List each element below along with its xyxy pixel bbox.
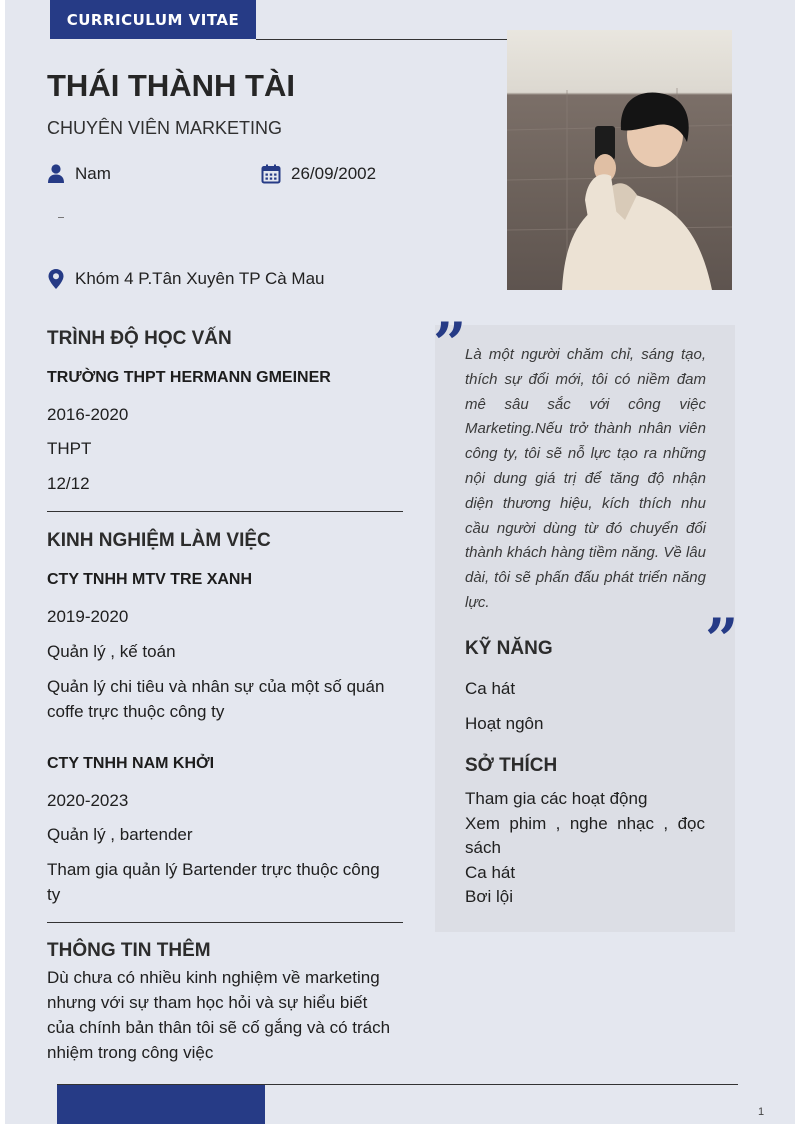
job-role: Quản lý , kế toán [47,642,176,661]
section-divider [47,511,403,512]
candidate-name: THÁI THÀNH TÀI [47,68,295,103]
job-role: Quản lý , bartender [47,825,193,844]
birthdate-value: 26/09/2002 [291,164,377,183]
page-number: 1 [758,1106,765,1118]
person-icon [47,164,65,184]
cv-banner: CURRICULUM VITAE [50,0,256,39]
hobbies-list [465,787,705,910]
job-company: CTY TNHH MTV TRE XANH [47,571,253,588]
career-summary: Là một người chăm chỉ, sáng tạo, thích sự đổi mới, tôi có niềm đam mê sâu sắc với công việc Marketing.Nếu trở thành nhân viên công ty, tôi sẽ nỗ lực tạo ra những nội dung giá trị để tăng độ nhận diện thương hiệu, kích thích nhu cầu người dùng từ đó chuyển đổi thành khách hàng tiềm năng. Về lâu dài, tôi sẽ phấn đấu phát triển năng lực. [465,346,706,611]
hobby-item: Xem phim , nghe nhạc , đọc sách [465,813,705,857]
skills-title: KỸ NĂNG [465,638,553,659]
job-years: 2020-2023 [47,791,129,810]
skill-item: Ca hát [465,679,516,698]
additional-info-text: Dù chưa có nhiều kinh nghiệm về marketing nhưng với sự tham học hỏi và sự hiểu biết của chính bản thân tôi sẽ cố gắng và có trách nhiệm trong công việc [47,968,391,1062]
close-quote-icon: ” [705,606,739,674]
header-divider [256,39,508,40]
hobby-item: Ca hát [465,862,516,882]
birthdate-info [261,164,376,184]
job-description: Quản lý chi tiêu và nhân sự của một số quán coffe trực thuộc công ty [47,677,385,721]
gender-info [47,164,111,184]
additional-info-title: THÔNG TIN THÊM [47,940,211,961]
education-title: TRÌNH ĐỘ HỌC VẤN [47,328,232,349]
school-name: TRƯỜNG THPT HERMANN GMEINER [47,369,331,386]
job-years: 2019-2020 [47,607,129,626]
location-pin-icon [47,268,65,290]
gender-value: Nam [75,164,111,183]
education-level: THPT [47,439,92,458]
address-info [47,268,324,290]
skill-item: Hoạt ngôn [465,714,544,733]
job-title: CHUYÊN VIÊN MARKETING [47,118,283,138]
education-grade: 12/12 [47,474,90,493]
calendar-icon [261,164,281,184]
section-divider [47,922,403,923]
placeholder-dash [58,217,64,218]
open-quote-icon: ” [433,310,467,378]
hobbies-title: SỞ THÍCH [465,755,558,776]
hobby-item: Tham gia các hoạt động [465,789,648,808]
hobby-item: Bơi lội [465,887,513,906]
experience-title: KINH NGHIỆM LÀM VIỆC [47,530,271,551]
job-company: CTY TNHH NAM KHỞI [47,755,215,772]
address-value: Khóm 4 P.Tân Xuyên TP Cà Mau [75,269,325,288]
profile-photo [507,30,732,290]
job-description: Tham gia quản lý Bartender trực thuộc công ty [47,860,380,904]
education-years: 2016-2020 [47,405,129,424]
footer-accent-block [57,1085,265,1124]
